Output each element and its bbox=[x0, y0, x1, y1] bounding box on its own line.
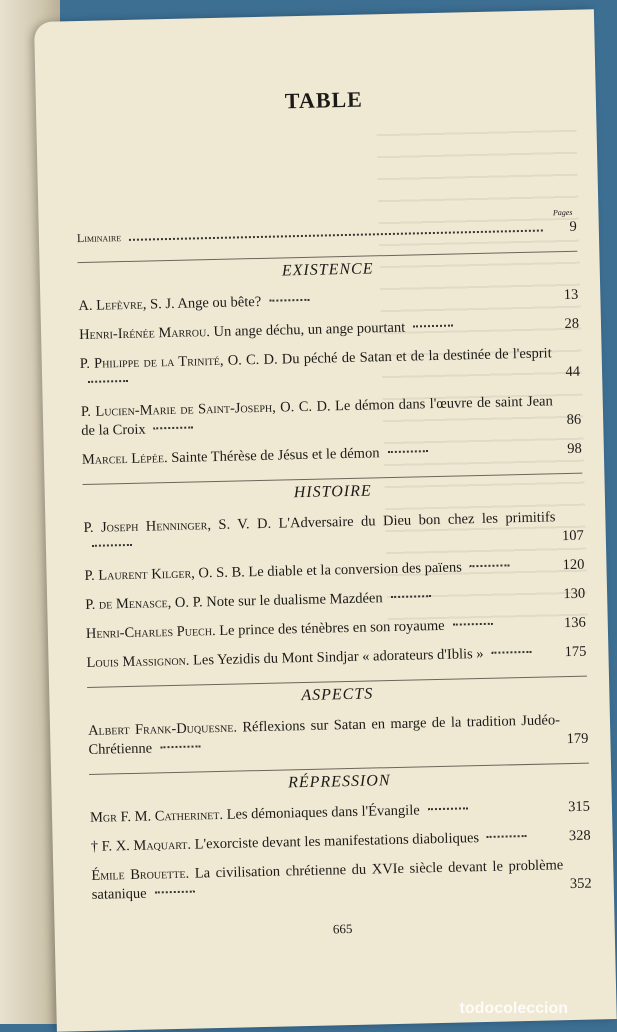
pages-column-header: Pages bbox=[552, 207, 573, 218]
page-number: 44 bbox=[565, 363, 581, 381]
entry-title: , S. J. Ange ou bête? bbox=[142, 293, 262, 313]
entry-author: P. Joseph Henninger bbox=[83, 517, 208, 537]
section-heading: RÉPRESSION bbox=[89, 763, 589, 797]
toc-entry bbox=[91, 856, 592, 905]
entry-text bbox=[90, 798, 562, 828]
dot-leader bbox=[129, 229, 543, 241]
liminaire-label: Liminaire bbox=[76, 230, 122, 246]
entry-text bbox=[88, 711, 561, 760]
table-of-contents bbox=[74, 82, 593, 943]
entry-text bbox=[81, 392, 554, 441]
toc-entry bbox=[85, 585, 585, 615]
dot-leader bbox=[269, 298, 309, 302]
toc-sections bbox=[77, 251, 591, 905]
entry-author: Henri-Irénée Marrou bbox=[78, 324, 207, 344]
folio: 665 bbox=[332, 921, 353, 937]
toc-entry bbox=[78, 286, 578, 316]
entry-author: Émile Brouette bbox=[91, 865, 186, 884]
entry-author: A. Lefèvre bbox=[78, 296, 143, 315]
page-number: 9 bbox=[569, 218, 577, 235]
page-number: 130 bbox=[563, 585, 586, 603]
dot-leader bbox=[413, 324, 453, 328]
dot-leader bbox=[470, 564, 510, 568]
page-number: 86 bbox=[566, 411, 582, 429]
toc-entry bbox=[84, 556, 584, 586]
toc-entry bbox=[86, 614, 586, 644]
dot-leader bbox=[160, 745, 200, 749]
toc-entry bbox=[90, 798, 590, 828]
entry-author: † F. X. Maquart bbox=[90, 836, 188, 855]
dot-leader bbox=[155, 890, 195, 894]
page-number: 328 bbox=[568, 827, 591, 845]
dot-leader bbox=[154, 426, 194, 430]
page-number: 352 bbox=[569, 875, 592, 893]
toc-entry bbox=[81, 392, 582, 441]
entry-title: . La civilisation chrétienne du XVIe siècle devant le problème satanique bbox=[91, 857, 564, 903]
watermark: todocoleccion bbox=[459, 1000, 568, 1017]
entry-title: . Le prince des ténèbres en son royaume bbox=[211, 617, 445, 640]
entry-title: . Réflexions sur Satan en marge de la tradition Judéo-Chrétienne bbox=[88, 712, 561, 758]
toc-entry bbox=[86, 643, 586, 673]
entry-author: P. Laurent Kilger bbox=[84, 565, 192, 584]
entry-text bbox=[82, 440, 554, 470]
toc-entry bbox=[83, 508, 584, 557]
page-title: TABLE bbox=[284, 86, 364, 114]
dot-leader bbox=[428, 807, 468, 811]
entry-title: , S. V. D. L'Adversaire du Dieu bon chez les primitifs bbox=[207, 509, 556, 534]
section-heading: EXISTENCE bbox=[77, 251, 577, 285]
page-number: 315 bbox=[568, 798, 591, 816]
entry-text bbox=[85, 585, 557, 615]
toc-entry bbox=[82, 440, 582, 470]
entry-text bbox=[86, 614, 558, 644]
page-number: 179 bbox=[566, 730, 589, 748]
entry-author: Marcel Lépée bbox=[81, 450, 165, 469]
entry-text bbox=[91, 827, 563, 857]
toc-entry bbox=[88, 711, 589, 760]
toc-entry bbox=[91, 827, 591, 857]
page-number: 98 bbox=[567, 440, 583, 458]
dot-leader bbox=[92, 543, 132, 547]
entry-title: . Les Yezidis du Mont Sindjar « adorateurs d'Iblis » bbox=[185, 645, 484, 669]
entry-title: , O. S. B. Le diable et la conversion des païens bbox=[191, 559, 462, 582]
entry-text bbox=[83, 508, 556, 557]
entry-title: , O. P. Note sur le dualisme Mazdéen bbox=[167, 590, 383, 612]
page-number: 175 bbox=[564, 643, 587, 661]
toc-entry bbox=[80, 344, 581, 393]
entry-author: P. de Menasce bbox=[85, 595, 168, 613]
entry-title: . Un ange déchu, un ange pourtant bbox=[206, 319, 406, 341]
toc-entry bbox=[79, 315, 579, 345]
entry-author: Louis Massignon bbox=[86, 652, 186, 671]
entry-text bbox=[78, 286, 550, 316]
section-heading: ASPECTS bbox=[87, 676, 587, 710]
entry-title: , O. C. D. Du péché de Satan et de la destinée de l'esprit bbox=[219, 345, 552, 369]
entry-author: Henri-Charles Puech bbox=[85, 623, 213, 642]
entry-title: . Sainte Thérèse de Jésus et le démon bbox=[163, 445, 380, 467]
entry-title: , O. C. D. Le démon dans l'œuvre de saint Jean de la Croix bbox=[81, 393, 553, 440]
entry-author: Mgr F. M. Catherinet bbox=[89, 806, 220, 826]
dot-leader bbox=[491, 650, 531, 654]
page-number: 13 bbox=[563, 286, 579, 304]
page-number: 28 bbox=[564, 315, 580, 333]
dot-leader bbox=[453, 622, 493, 626]
entry-text bbox=[80, 344, 553, 393]
dot-leader bbox=[387, 449, 427, 453]
dot-leader bbox=[88, 379, 128, 383]
entry-title: . Les démoniaques dans l'Évangile bbox=[219, 802, 420, 823]
section-heading: HISTOIRE bbox=[82, 473, 582, 507]
entry-text bbox=[91, 856, 564, 905]
dot-leader bbox=[487, 834, 527, 838]
page-number: 136 bbox=[563, 614, 586, 632]
entry-author: P. Philippe de la Trinité bbox=[79, 352, 221, 373]
dot-leader bbox=[391, 594, 431, 598]
book-page bbox=[34, 9, 617, 1031]
entry-text bbox=[86, 643, 558, 673]
page-number: 107 bbox=[561, 527, 584, 545]
entry-author: Albert Frank-Duquesne bbox=[87, 719, 234, 739]
entry-author: P. Lucien-Marie de Saint-Joseph bbox=[80, 399, 273, 421]
page-number: 120 bbox=[562, 556, 585, 574]
entry-text bbox=[79, 315, 551, 345]
entry-text bbox=[84, 556, 556, 586]
entry-title: . L'exorciste devant les manifestations diaboliques bbox=[187, 830, 480, 853]
